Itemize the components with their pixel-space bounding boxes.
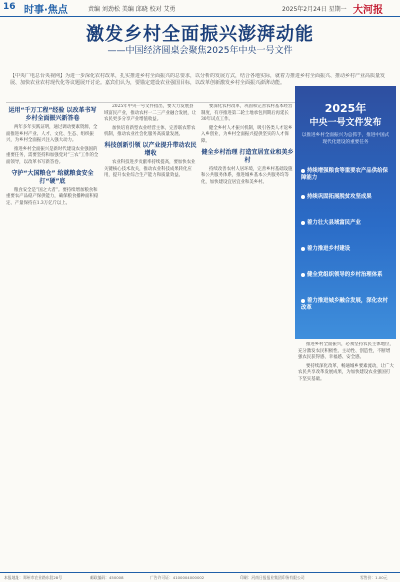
headline: 激发乡村全面振兴澎湃动能 [86, 24, 314, 45]
footer-license: 广告许可证：4100004000002 [150, 575, 205, 580]
lead-banner [0, 18, 400, 73]
issue-date: 2025年2月24日 星期一 [282, 6, 347, 13]
bullet-icon [301, 247, 305, 251]
bullet-icon [301, 299, 305, 303]
infographic-item: 着力推进城乡融合发展，深化农村改革 [301, 298, 388, 311]
paragraph: 2025年中央一号文件指出，要大力发展县域富民产业，推动农村一二三产业融合发展，让农民更多分享产业增值收益。 [104, 104, 197, 123]
section-heading: 健全乡村治理 打造宜居宜业和美乡村 [201, 148, 294, 164]
paragraph: 推进乡村全面振兴，必须坚持农民主体地位，充分激发农民积极性、主动性、创造性，不断增强农民获得感、幸福感、安全感。 [298, 342, 394, 361]
infographic-title: 中央一号文件发布 [309, 118, 382, 128]
paragraph: 粮食安全是“国之大者”。要持续增加粮食和重要农产品稳产保供能力，确保粮食播种面积稳定、产量保持在1.3万亿斤以上。 [6, 187, 99, 206]
infographic-item: 着力壮大县域富民产业 [301, 220, 391, 227]
bullet-icon [301, 221, 305, 225]
article-column-4 [298, 342, 394, 565]
infographic-item: 持续增强粮食等重要农产品供给保障能力 [301, 168, 388, 181]
bullet-icon [301, 195, 305, 199]
article-column-1 [6, 104, 99, 564]
infographic-item: 着力推进乡村建设 [301, 246, 391, 253]
page-header [0, 0, 400, 17]
page-number: 16 [3, 2, 16, 12]
bullet-icon [301, 169, 305, 173]
paragraph: 两年多年实践证明，通过调动要素资源，全面推进乡村产业、人才、文化、生态、组织振兴，为乡村全面振兴注入强大动力。 [6, 125, 98, 144]
bullet-icon [301, 273, 305, 277]
paragraph: 要深化农村改革，巩固和完善农村基本经营制度，有序推进第二轮土地承包到期后再延长30年试点工作。 [201, 104, 293, 123]
section-heading: 运用“千万工程”经验 以改革书写乡村全面振兴新答卷 [8, 107, 97, 122]
infographic-quote: 以推进乡村全面振兴为总抓手，推进中国式现代化建设的重要任务 [301, 133, 390, 145]
paragraph: 要持续深化改革，畅通城乡要素流动，让广大农民共享改革发展成果，为加快建设农业强国打下坚实基础。 [298, 363, 394, 382]
section-heading: 守护“大国粮仓” 给就粮食安全打“硬”底 [11, 169, 94, 185]
footer-address: 本报地址：郑州市农业路东段28号 [4, 575, 62, 580]
infographic-item: 健全党组织领导的乡村治理体系 [301, 272, 391, 279]
article-column-2 [104, 104, 197, 564]
section-title: 时事·焦点 [24, 5, 68, 16]
paragraph: 加快培育新型农业经营主体，完善联农带农机制，推动农业社会化服务高质量发展。 [104, 125, 196, 138]
article-column-3 [201, 104, 294, 564]
infographic-item: 持续巩固拓展脱贫攻坚成果 [301, 194, 391, 201]
paragraph: 持续改善农村人居环境，完善乡村基础设施和公共服务体系，推进城乡基本公共服务均等化，加快建设宜居宜业和美乡村。 [201, 166, 293, 185]
footer-postcode: 邮政编码：450008 [90, 575, 124, 580]
infographic-year: 2025年 [324, 102, 367, 115]
paragraph: 农业科技进步贡献率持续提高，要加快农业关键核心技术攻关，推动农业科技成果转化应用，提升农业综合生产能力和质量效益。 [104, 159, 196, 179]
section-heading: 科技创新引领 以产业提升带动农民增收 [104, 141, 197, 157]
paragraph: 健全乡村人才振兴机制，吸引各类人才返乡入乡创业，为乡村全面振兴提供坚实的人才保障。 [201, 125, 293, 144]
footer-printer: 印刷：河南日报报业集团印务有限公司 [240, 575, 305, 580]
subheadline: ——中国经济圆桌会聚焦2025年中央一号文件 [107, 46, 293, 56]
editors-credit: 责编 刘劲松 美编 邱晓 校对 艾勇 [88, 6, 176, 13]
paragraph: 推进乡村全面振兴是新时代建设农业强国的重要任务，需要坚持和加强党对“三农”工作的全面领导，以改革书写新答卷。 [6, 146, 99, 165]
policy-infographic [295, 86, 396, 339]
article-intro: 【中央广电总台央视网】为进一步深化农村改革，扎实推进乡村全面振兴的总要求，以分析的发展方式，结合各地实际，就着力推进乡村全面振兴、推动乡村产业高质量发展、加快农业农村现代化等议题展开讨论。嘉宾们认为，要锚定建设农业强国目标，以改革创新激发乡村全面振兴澎湃动能。 [10, 73, 386, 86]
footer-price: 零售价：1.00元 [360, 575, 388, 580]
masthead-logo: 大河报 [353, 5, 383, 16]
